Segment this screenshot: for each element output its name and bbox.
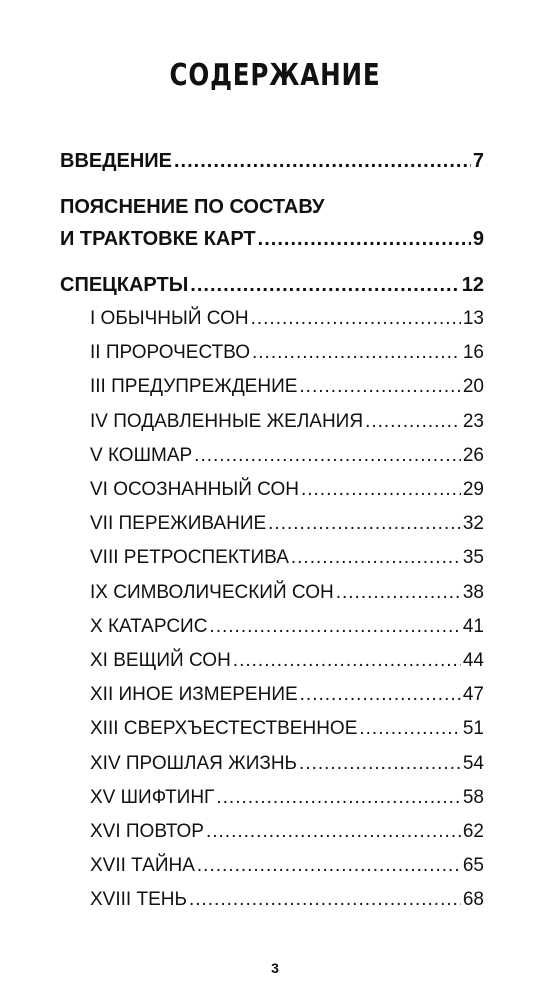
toc-entry-label: ВВЕДЕНИЕ (60, 150, 172, 172)
toc-card-entry (90, 889, 484, 919)
dot-leader (359, 718, 460, 740)
dot-leader (268, 513, 461, 535)
toc-entry-notes-line1 (60, 196, 484, 226)
toc-card-page: 41 (462, 615, 484, 637)
toc-card-entry (90, 855, 484, 885)
toc-card-page: 26 (462, 444, 484, 466)
toc-card-entry (90, 376, 484, 406)
toc-card-label: XV ШИФТИНГ (90, 786, 215, 808)
toc-card-label: XI ВЕЩИЙ СОН (90, 650, 231, 671)
toc-card-entry (90, 718, 484, 748)
toc-card-entry (90, 787, 484, 817)
toc-entry-notes (60, 228, 484, 258)
toc-card-label: IX СИМВОЛИЧЕСКИЙ СОН (90, 581, 334, 603)
toc-card-page: 51 (462, 718, 484, 740)
toc-card-label: III ПРЕДУПРЕЖДЕНИЕ (90, 376, 298, 398)
toc-card-page: 47 (462, 684, 484, 706)
toc-card-page: 58 (462, 786, 484, 808)
toc-card-label: II ПРОРОЧЕСТВО (90, 342, 250, 364)
toc-card-label: IV ПОДАВЛЕННЫЕ ЖЕЛАНИЯ (90, 410, 364, 432)
toc-card-page: 62 (462, 821, 484, 842)
toc-card-label: V КОШМАР (90, 444, 193, 466)
toc-card-entry (90, 684, 484, 714)
toc-card-entry (90, 582, 484, 612)
dot-leader (194, 445, 461, 467)
toc-card-page: 54 (462, 752, 484, 774)
dot-leader (174, 150, 471, 173)
toc-card-label: VI ОСОЗНАННЫЙ СОН (90, 479, 299, 500)
dot-leader (291, 547, 461, 569)
toc-card-page: 16 (462, 342, 484, 364)
dot-leader (336, 582, 461, 604)
toc-card-page: 38 (462, 581, 484, 603)
toc-card-page: 35 (462, 547, 484, 569)
dot-leader (251, 308, 461, 330)
toc-card-label: XVIII ТЕНЬ (90, 889, 187, 911)
toc-card-page: 23 (462, 410, 484, 432)
toc-card-page: 68 (462, 889, 484, 911)
toc-card-entry (90, 342, 484, 372)
dot-leader (300, 684, 461, 706)
dot-leader (216, 787, 461, 809)
dot-leader (299, 753, 461, 775)
toc-card-label: XVI ПОВТОР (90, 821, 204, 842)
dot-leader (233, 650, 461, 672)
toc-card-page: 65 (462, 855, 484, 877)
toc-card-page: 32 (462, 513, 484, 535)
toc-card-entry (90, 411, 484, 441)
dot-leader (189, 889, 461, 911)
dot-leader (197, 855, 461, 877)
toc-card-label: X КАТАРСИС (90, 615, 208, 637)
dot-leader (258, 228, 471, 251)
toc-card-label: XVII ТАЙНА (90, 855, 195, 877)
toc-card-entry (90, 650, 484, 680)
toc-card-page: 44 (462, 650, 484, 671)
toc-entry-page: 12 (461, 274, 484, 296)
dot-leader (299, 376, 460, 398)
toc-entry-intro (60, 150, 484, 180)
dot-leader (252, 342, 461, 364)
toc-entry-label: ПОЯСНЕНИЕ ПО СОСТАВУ (60, 196, 325, 218)
toc-entry-special (60, 274, 484, 304)
toc-card-label: VII ПЕРЕЖИВАНИЕ (90, 513, 267, 535)
toc-card-page: 29 (462, 479, 484, 500)
toc-card-entry (90, 753, 484, 783)
toc-card-label: XIII СВЕРХЪЕСТЕСТВЕННОЕ (90, 718, 358, 740)
toc-card-entry (90, 513, 484, 543)
toc-card-entry (90, 547, 484, 577)
toc-card-label: VIII РЕТРОСПЕКТИВА (90, 547, 289, 569)
toc-card-entry (90, 616, 484, 646)
toc-card-label: XII ИНОЕ ИЗМЕРЕНИЕ (90, 684, 298, 706)
toc-card-entry (90, 308, 484, 338)
toc-card-page: 13 (462, 308, 484, 329)
toc-card-entry (90, 445, 484, 475)
toc-card-entry (90, 479, 484, 509)
dot-leader (301, 479, 461, 501)
toc-entry-page: 7 (472, 150, 484, 172)
toc-entry-label: И ТРАКТОВКЕ КАРТ (60, 228, 256, 250)
toc-card-label: XIV ПРОШЛАЯ ЖИЗНЬ (90, 752, 298, 774)
toc-card-entry (90, 821, 484, 851)
page-number: 3 (271, 960, 279, 976)
dot-leader (365, 411, 461, 433)
dot-leader (209, 616, 460, 638)
toc-card-label: I ОБЫЧНЫЙ СОН (90, 308, 249, 329)
dot-leader (206, 821, 461, 843)
page-title: СОДЕРЖАНИЕ (169, 58, 381, 93)
toc-entry-label: СПЕЦКАРТЫ (60, 274, 189, 296)
toc-entry-page: 9 (472, 228, 484, 250)
toc-card-page: 20 (462, 376, 484, 398)
dot-leader (190, 274, 459, 297)
